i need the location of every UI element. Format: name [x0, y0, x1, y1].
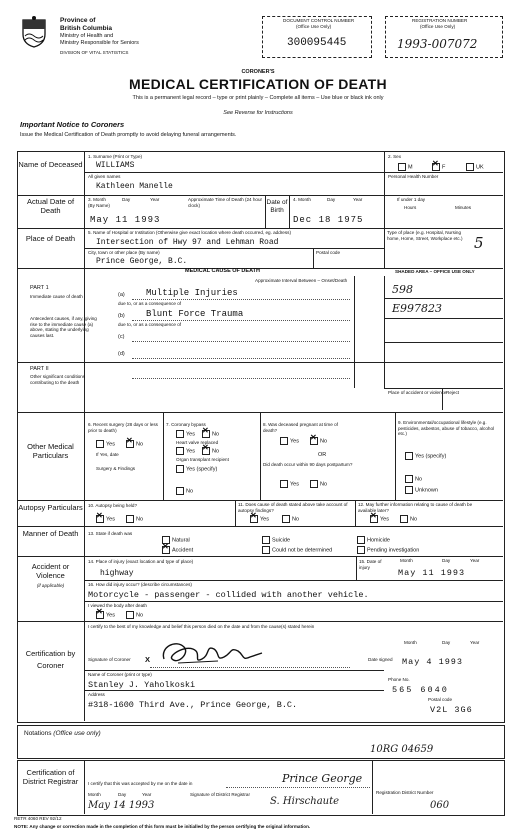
section-certification-coroner: Certification by Coroner — [25, 649, 76, 670]
registrar-statement: I certify that this was accepted by me on the date in — [88, 781, 193, 786]
cause-b-marker: (b) — [118, 313, 125, 319]
manner-suicide[interactable]: Suicide — [262, 536, 290, 544]
reg-month-label: Month — [88, 792, 101, 797]
form-subtitle: This is a permanent legal record – type or print plainly – Complete all items – Use blue or black ink only — [132, 95, 384, 101]
reject-label: Reject — [446, 390, 460, 395]
city-label: City, town or other place (By name) — [88, 250, 160, 255]
address-label: Address — [88, 692, 105, 697]
q6-label: 6. Recent surgery (28 days or less prior to death) — [88, 422, 158, 433]
due-to-label-2: due to, or as a consequence of — [118, 322, 182, 327]
heart-valve-no[interactable]: ✕ No — [202, 447, 219, 455]
surname-label: 1. Surname (Print or Type) — [88, 154, 143, 159]
cause-c-marker: (c) — [118, 334, 125, 340]
signature-x: X — [145, 655, 151, 664]
q7-yes[interactable]: Yes — [176, 430, 195, 438]
part2-text: Other significant conditions contributing to the death — [30, 374, 86, 385]
cause-heading: MEDICAL CAUSE OF DEATH — [185, 268, 260, 274]
section-autopsy: Autopsy Particulars — [18, 503, 83, 512]
due-to-label-1: due to, or as a consequence of — [118, 301, 182, 306]
section-district-registrar: Certification of District Registrar — [22, 768, 79, 786]
manner-undetermined[interactable]: Could not be determined — [262, 546, 332, 554]
part1-label: PART 1 — [30, 285, 49, 291]
reg-day-label: Day — [118, 792, 127, 797]
date-signed-label: Date signed — [368, 657, 393, 662]
registrar-signature-label: Signature of District Registrar — [190, 792, 250, 797]
q12-yes[interactable]: ✕Yes — [370, 515, 389, 523]
place-of-injury-value: highway — [100, 569, 134, 578]
province-name: British Columbia — [60, 25, 113, 32]
dod-year-label: Year — [150, 197, 160, 202]
ministry-label: Ministry of Health and — [60, 33, 114, 39]
manner-pending[interactable]: Pending investigation — [357, 546, 419, 554]
section-date-of-death: Actual Date of Death — [26, 197, 75, 215]
q6-if-yes: If Yes, date — [96, 452, 119, 457]
coroner-signature — [158, 637, 268, 669]
division-label: DIVISION OF VITAL STATISTICS — [60, 50, 129, 55]
cause-a-marker: (a) — [118, 292, 125, 298]
type-of-place-label: Type of place (e.g. Hospital, Nursing home, Home, Street, Workplace etc.) — [387, 230, 463, 241]
doc-control-sub: (Office Use Only) — [296, 24, 332, 29]
hours-label: Hours — [404, 205, 417, 210]
phone-label: Phone No. — [388, 677, 410, 682]
q16-label: 16. How did injury occur? (describe circumstances) — [88, 582, 192, 587]
q8b-yes[interactable]: Yes — [280, 480, 299, 488]
sex-label: 2. Sex — [388, 154, 402, 159]
q8b-label: Did death occur within 90 days postpartum? — [263, 462, 353, 467]
heart-valve-yes[interactable]: Yes — [176, 447, 195, 455]
date-signed-value: May 4 1993 — [402, 657, 464, 667]
notice-title: Important Notice to Coroners — [20, 120, 125, 129]
footer-note: NOTE: Any change or correction made in the completion of this form must be initialled by the person certifying the original information. — [14, 824, 311, 829]
reg-number-label: REGISTRATION NUMBER — [412, 18, 468, 23]
q6-yes[interactable]: Yes — [96, 440, 115, 448]
q9-label: 9. Environmental/occupational lifestyle (e.g. pesticides, asbestos, abuse of tobacco, alcohol etc.) — [398, 420, 495, 436]
q11-label: 11. Does cause of death stated above take account of autopsy findings? — [238, 502, 348, 513]
q15-label: 15. Date of injury — [359, 559, 382, 570]
coroner-label: CORONER'S — [241, 69, 275, 75]
q15-year: Year — [470, 558, 480, 563]
section-place-of-death: Place of Death — [25, 234, 76, 243]
phn-label: Personal Health Number — [388, 174, 439, 179]
phone-value: 565 6040 — [392, 685, 449, 695]
surname-value: WILLIAMS — [96, 161, 135, 170]
organ-transplant-label: Organ transplant recipient — [176, 457, 229, 462]
minutes-label: Minutes — [455, 205, 472, 210]
coroner-name-value: Stanley J. Yaholkoski — [88, 680, 196, 690]
heart-valve-label: Heart valve replaced — [176, 440, 219, 445]
cert-postal-label: Postal code — [428, 697, 453, 702]
province-label: Province of — [60, 17, 96, 24]
q10-label: 10. Autopsy being held? — [88, 503, 138, 508]
reg-year-label: Year — [142, 792, 152, 797]
registrar-signature: S. Hirschaute — [270, 796, 340, 807]
cert-postal-value: V2L 3G6 — [430, 705, 473, 715]
q6-no[interactable]: ✕ No — [126, 440, 143, 448]
postal-label: Postal code — [316, 250, 341, 255]
section-date-of-birth: Date of Birth — [266, 199, 288, 214]
q8-no[interactable]: ✕ No — [310, 437, 327, 445]
reg-number-sub: (Office Use Only) — [420, 24, 456, 29]
part2-label: PART II — [30, 366, 49, 372]
place-of-accident-label: Place of accident or violence — [388, 390, 447, 395]
notations-label: Notations (Office use only) — [24, 730, 101, 737]
organ-yes-specify[interactable]: Yes (specify) — [176, 465, 217, 473]
notations-value: 10RG 04659 — [370, 744, 434, 755]
sex-option-m[interactable]: M — [398, 163, 413, 171]
cert-year-label: Year — [470, 640, 480, 645]
q13-label: 13. State if death was — [88, 531, 133, 536]
given-names-label: All given names — [88, 174, 121, 179]
viewed-yes[interactable]: ✕Yes — [96, 611, 115, 619]
registrar-place: Prince George — [282, 772, 363, 785]
immediate-cause-label: Immediate cause of death — [30, 294, 83, 299]
notice-text: Issue the Medical Certification of Death promptly to avoid delaying funeral arrangements. — [20, 132, 237, 138]
q11-yes[interactable]: ✕Yes — [250, 515, 269, 523]
surgery-findings-label: Surgery & Findings — [96, 466, 136, 471]
section-name-of-deceased: Name of Deceased — [18, 160, 83, 169]
viewed-body-label: I viewed the body after death — [88, 603, 147, 608]
viewed-no[interactable]: No — [126, 611, 143, 619]
q9-no[interactable]: No — [405, 475, 422, 483]
q15-day: Day — [442, 558, 451, 563]
cause-b-value: Blunt Force Trauma — [146, 309, 244, 319]
q10-no[interactable]: No — [126, 515, 143, 523]
office-code-2: E997823 — [392, 302, 443, 315]
q12-no[interactable]: No — [400, 515, 417, 523]
dod-month-label: 3. Month — [88, 197, 106, 202]
or-label: OR — [318, 452, 327, 458]
manner-accident[interactable]: ✕Accident — [162, 546, 193, 554]
cert-month-label: Month — [404, 640, 417, 645]
under-one-day-label: If under 1 day — [397, 197, 426, 202]
section-other-medical: Other Medical Particulars — [27, 442, 74, 460]
type-of-place-value: 5 — [474, 234, 484, 252]
reg-district-value: 060 — [430, 800, 450, 811]
dob-month-label: 4. Month — [293, 197, 311, 202]
q10-yes[interactable]: ✕Yes — [96, 515, 115, 523]
section-manner: Manner of Death — [22, 529, 79, 538]
date-of-birth-value: Dec 18 1975 — [293, 215, 364, 225]
q8b-no[interactable]: No — [310, 480, 327, 488]
q14-label: 14. Place of injury (exact location and type of place) — [88, 559, 194, 564]
cert-day-label: Day — [442, 640, 451, 645]
q11-no[interactable]: No — [282, 515, 299, 523]
doc-control-label: DOCUMENT CONTROL NUMBER — [283, 18, 355, 23]
bc-crest-logo — [20, 16, 48, 48]
approx-time-label: Approximate Time of Death (24 hour clock) — [188, 197, 263, 208]
coroner-name-label: Name of Coroner (print or type) — [88, 672, 152, 677]
manner-homicide[interactable]: Homicide — [357, 536, 390, 544]
manner-natural[interactable]: Natural — [162, 536, 190, 544]
date-of-death-value: May 11 1993 — [90, 215, 161, 225]
sex-option-uk[interactable]: UK — [466, 163, 484, 171]
see-reverse: See Reverse for Instructions — [223, 110, 293, 116]
city-value: Prince George, B.C. — [96, 257, 188, 266]
q7-no[interactable]: ✕ No — [202, 430, 219, 438]
by-name-label: (By Name) — [88, 203, 110, 208]
place-label: 5. Name of Hospital or Institution (Otherwise give exact location where death occurred, eg. address) — [88, 230, 291, 235]
given-names-value: Kathleen Manelle — [96, 182, 173, 191]
interval-label: Approximate Interval Between – Onset/Death — [255, 278, 348, 283]
cert-statement: I certify to the best of my knowledge and belief this person died on the date and from the cause(s) stated herein — [88, 624, 315, 629]
office-code-1: 598 — [392, 283, 413, 296]
how-injury-value: Motorcycle - passenger - collided with another vehicle. — [88, 590, 369, 600]
sex-option-f[interactable]: ✕ F — [432, 163, 445, 171]
reg-number: 1993-007072 — [397, 37, 478, 51]
q9-yes-specify[interactable]: Yes (specify) — [405, 452, 446, 460]
q9-unknown[interactable]: Unknown — [405, 486, 438, 494]
antecedent-label: Antecedent causes, if any, giving rise to the immediate cause (a) above, stating the underlying causes last. — [30, 316, 97, 338]
form-title: MEDICAL CERTIFICATION OF DEATH — [129, 76, 387, 92]
date-of-injury-value: May 11 1993 — [398, 568, 466, 578]
dod-day-label: Day — [122, 197, 131, 202]
reg-district-label: Registration District Number — [376, 790, 434, 795]
section-accident: Accident or Violence (if applicable) — [31, 562, 70, 588]
form-code: RETR 4060 REV 92/12 — [14, 816, 62, 821]
cause-d-marker: (d) — [118, 351, 125, 357]
q15-month: Month — [400, 558, 413, 563]
q7-label: 7. Coronary bypass — [166, 422, 206, 427]
q12-label: 12. May further information relating to cause of death be available later? — [358, 502, 473, 513]
dob-year-label: Year — [353, 197, 363, 202]
coroner-signature-label: Signature of Coroner — [88, 657, 131, 662]
doc-control-number: 300095445 — [287, 37, 347, 49]
office-use-label: SHADED AREA – OFFICE USE ONLY — [395, 269, 475, 274]
organ-no[interactable]: No — [176, 487, 193, 495]
q8-yes[interactable]: Yes — [280, 437, 299, 445]
place-value: Intersection of Hwy 97 and Lehman Road — [96, 238, 279, 247]
registrar-date: May 14 1993 — [88, 800, 155, 811]
cause-a-value: Multiple Injuries — [146, 288, 238, 298]
q8-label: 8. Was deceased pregnant at time of death? — [263, 422, 338, 433]
address-value: #318-1600 Third Ave., Prince George, B.C. — [88, 700, 298, 710]
dob-day-label: Day — [327, 197, 336, 202]
ministry-label-2: Ministry Responsible for Seniors — [60, 40, 139, 46]
